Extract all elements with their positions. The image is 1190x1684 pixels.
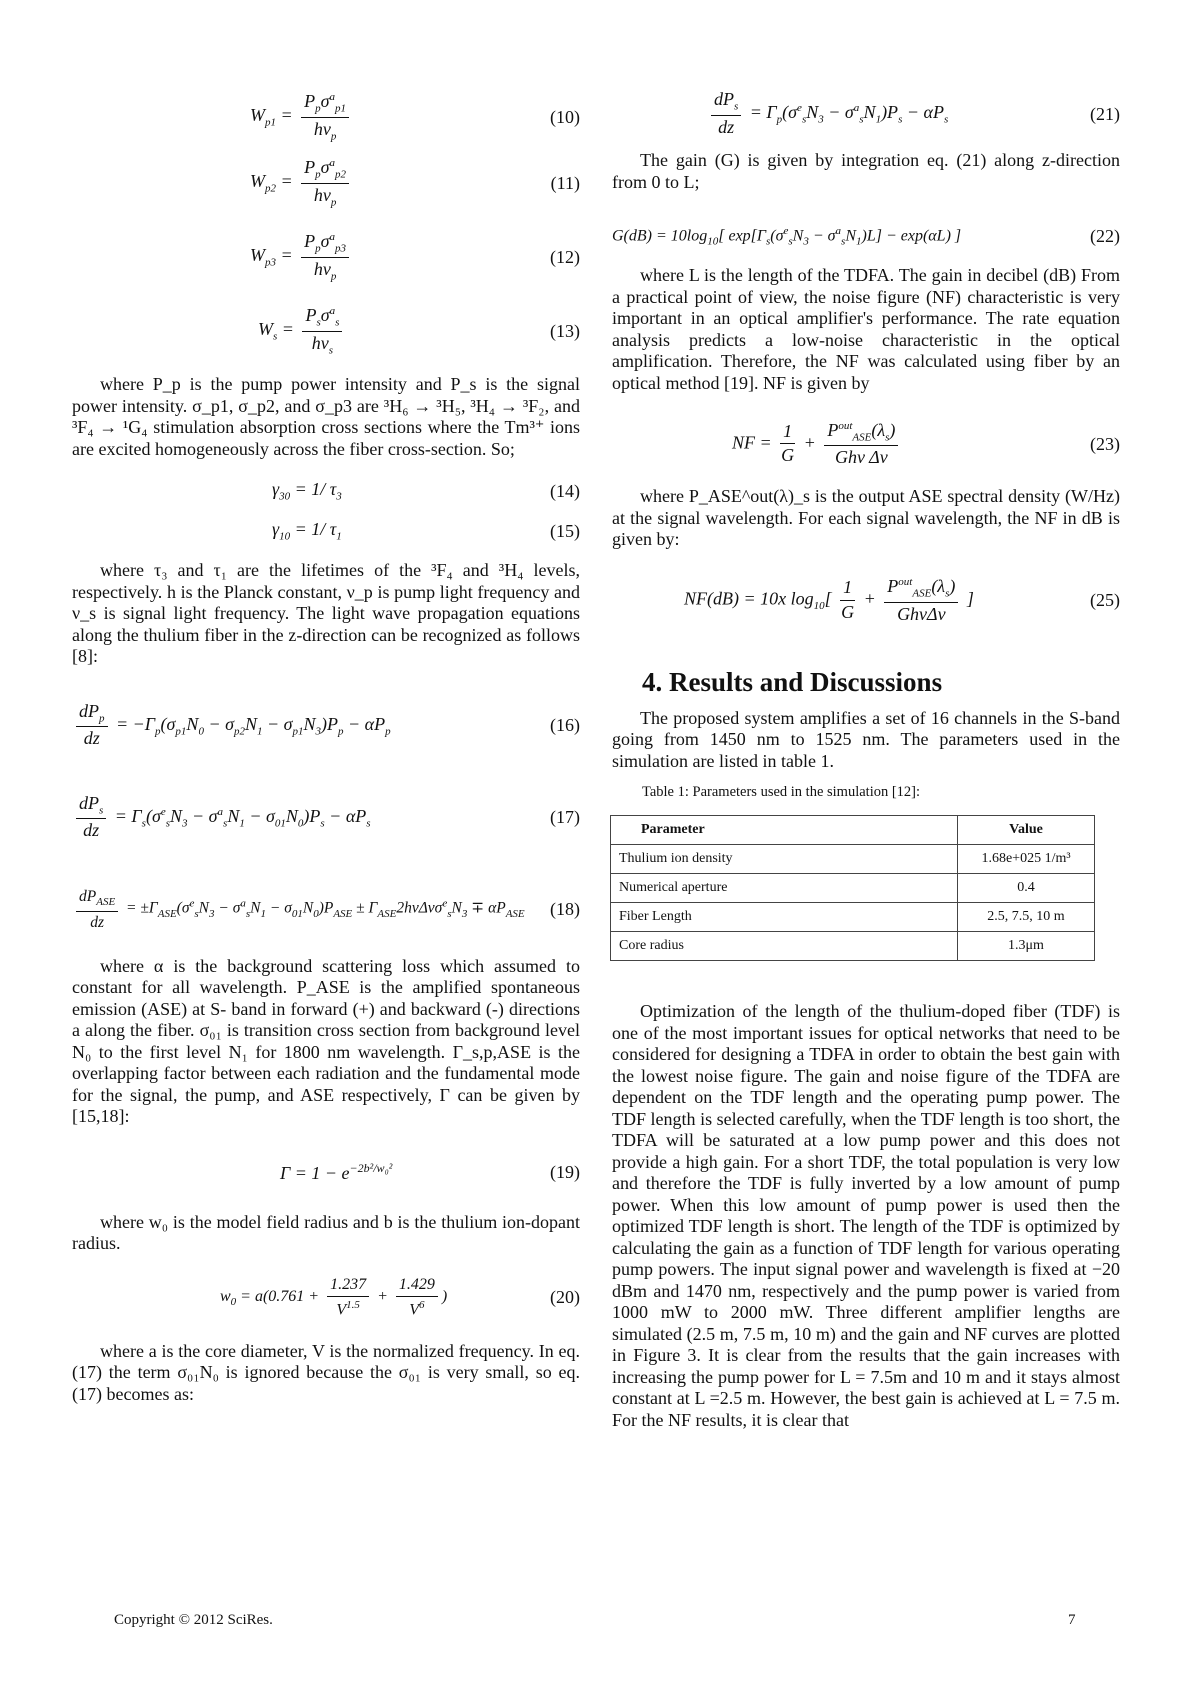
table-caption: Table 1: Parameters used in the simulation [12]: bbox=[642, 784, 921, 800]
paragraph: where a is the core diameter, V is the normalized frequency. In eq. (17) the term σ₀₁N₀ is ignored because the σ₀₁ is very small, so eq. (17) becomes as: bbox=[72, 1340, 580, 1404]
equation-10: $W_{p1}$ = $\frac{P_p\sigma^a_{p1}}{h\nu_p}$ (10) bbox=[250, 91, 580, 143]
table-row bbox=[611, 932, 1095, 961]
equation-number: (10) bbox=[550, 106, 580, 127]
section-heading: 4. Results and Discussions bbox=[642, 666, 943, 697]
equation-number: (22) bbox=[1090, 225, 1120, 246]
table-cell: 1.68e+025 1/m³ bbox=[958, 845, 1095, 874]
equation-15: $\gamma_{10} = 1/$ $\tau_1$ (15) bbox=[272, 519, 580, 543]
equation-number: (21) bbox=[1090, 103, 1120, 124]
equation-23: NF = $\frac{1}{G}$ + $\frac{P^{out}_{ASE}(\lambda_s)}{\text{Ghν Δν}}$ (23) bbox=[732, 419, 1120, 468]
equation-number: (16) bbox=[550, 715, 580, 735]
equation-11: $W_{p2}$ = $\frac{P_p\sigma^a_{p2}}{h\nu_p}$ (11) bbox=[250, 157, 580, 209]
page-number: 7 bbox=[1068, 1612, 1076, 1628]
equation-number: (25) bbox=[1090, 590, 1120, 610]
equation-17: $\frac{dP_s}{dz}$ = $\Gamma_s(\sigma^e_sN_3 - \sigma^a_sN_1 - \sigma_{01}N_0)P_s - \alpha P_s$ (17) bbox=[72, 792, 580, 844]
table-cell: Numerical aperture bbox=[611, 874, 958, 903]
table-header-cell: Value bbox=[958, 816, 1095, 845]
equation-number: (19) bbox=[550, 1162, 580, 1182]
table-cell: Thulium ion density bbox=[611, 845, 958, 874]
table-cell: 0.4 bbox=[958, 874, 1095, 903]
table-cell: 2.5, 7.5, 10 m bbox=[958, 903, 1095, 932]
equation-22: $G(dB) = 10\log_{10}$[ $\exp[\Gamma_s(\sigma^e_sN_3 - \sigma^a_sN_1)L] - \exp(\alpha L)$ ] (22) bbox=[612, 224, 1120, 248]
table-cell: Core radius bbox=[611, 932, 958, 961]
equation-number: (18) bbox=[550, 899, 580, 919]
equation-20: $w_0 = a(0.761$ + $\frac{1.237}{V^{1.5}}$ + $\frac{1.429}{V^6}$ ) (20) bbox=[220, 1276, 580, 1319]
paragraph: where P_p is the pump power intensity and P_s is the signal power intensity. σ_p1, σ_p2, and σ_p3 are ³H₆ → ³H₅, ³H₄ → ³F₂, and ³F₄ → ¹G₄ stimulation absorption cross sections where the Tm³⁺ ions are excited homogeneously across the fiber cross-section. So; bbox=[72, 374, 580, 459]
left-column bbox=[72, 80, 580, 1405]
parameters-table bbox=[610, 815, 1095, 961]
equation-13: $W_s$ = $\frac{P_s\sigma^a_s}{h\nu_s}$ (13) bbox=[258, 305, 580, 357]
equation-number: (23) bbox=[1090, 433, 1120, 454]
paragraph: where α is the background scattering loss which assumed to constant for all wavelength. P_ASE is the amplified spontaneous emission (ASE) at S- band in forward (+) and backward (-) directions a along the fiber. σ₀₁ is transition cross section from background level N₀ to the first level N₁ for 1800 nm wavelength. Γ_s,p,ASE is the overlapping factor between each radiation and the fundamental mode for the signal, the pump, and ASE respectively, Γ can be given by [15,18]: bbox=[72, 955, 580, 1126]
equation-12: $W_{p3}$ = $\frac{P_p\sigma^a_{p3}}{h\nu_p}$ (12) bbox=[250, 231, 580, 283]
paragraph: The proposed system amplifies a set of 16 channels in the S-band going from 1450 nm to 1525 nm. The parameters used in the simulation are listed in table 1. bbox=[612, 707, 1120, 771]
table-cell: Fiber Length bbox=[611, 903, 958, 932]
right-column bbox=[612, 80, 1120, 1431]
equation-number: (14) bbox=[550, 480, 580, 501]
table-header-row bbox=[611, 816, 1095, 845]
paragraph: where P_ASE^out(λ)_s is the output ASE spectral density (W/Hz) at the signal wavelength. For each signal wavelength, the NF in dB is given by: bbox=[612, 486, 1120, 549]
paragraph: where w₀ is the model field radius and b is the thulium ion-dopant radius. bbox=[72, 1211, 580, 1253]
equation-number: (17) bbox=[550, 807, 580, 827]
paragraph: where L is the length of the TDFA. The gain in decibel (dB) From a practical point of view, the noise figure (NF) characteristic is very important in an optical amplifier's performance. The rate equation analysis predicts a low-noise characteristic in the optical amplification. Therefore, the NF was calculated using fiber by an optical method [19]. NF is given by bbox=[612, 265, 1120, 393]
equation-21: $\frac{dP_s}{dz}$ = $\Gamma_p(\sigma^e_sN_3 - \sigma^a_sN_1)P_s - \alpha P_s$ (21) bbox=[612, 88, 1120, 140]
paragraph: Optimization of the length of the thulium-doped fiber (TDF) is one of the most important issues for optical networks that need to be considered for designing a TDFA in order to obtain the best gain with the lowest noise figure. The gain and noise figure of the TDFA are dependent on the TDF length and the operating pump power. The TDF length is selected carefully, when the TDF length is too short, the TDFA will be saturated at a low pump power and this does not provide a high gain. For a short TDF, the total population is very low and therefore the TDF is fully inverted by a low amount of pump power. When this low amount of pump power is used then the optimized TDF length is short. The length of the TDF is optimized by calculating the gain as a function of TDF length for various operating pump powers. The input signal power and wavelength is fixed at −20 dBm and 1470 nm, respectively and the pump power is varied from 1000 mW to 2000 mW. Three different amplifier lengths are simulated (2.5 m, 7.5 m, 10 m) and the gain and NF curves are plotted in Figure 3. It is clear from the results that the gain increases with increasing the pump power for L = 7.5m and 10 m and it stays almost constant at L =2.5 m. However, the best gain is achieved at L = 7.5 m. For the NF results, it is clear that bbox=[612, 1001, 1120, 1430]
equation-14: $\gamma_{30} = 1/$ $\tau_3$ (14) bbox=[272, 479, 580, 503]
equation-16: $\frac{dP_p}{dz}$ = $-\Gamma_p(\sigma_{p1}N_0 - \sigma_{p2}N_1 - \sigma_{p1}N_3)P_p - \alpha P_p$ (16) bbox=[72, 700, 580, 752]
equation-number: (11) bbox=[550, 172, 580, 193]
equation-number: (20) bbox=[550, 1287, 580, 1307]
equation-number: (12) bbox=[550, 246, 580, 267]
table-row bbox=[611, 874, 1095, 903]
copyright: Copyright © 2012 SciRes. bbox=[114, 1612, 273, 1628]
equation-number: (13) bbox=[550, 320, 580, 341]
equation-25: NF(dB) = 10x $\log_{10}$[ $\frac{1}{G}$ + $\frac{P^{out}_{ASE}(\lambda_s)}{\text{GhνΔν}}$ ] (25) bbox=[684, 576, 1120, 624]
table-cell: 1.3μm bbox=[958, 932, 1095, 961]
equation-18: $\frac{dP_{ASE}}{dz}$ = $\pm\Gamma_{ASE}(\sigma^e_sN_3 - \sigma^a_sN_1 - \sigma_{01}N_0)P_{ASE} \pm \Gamma_{ASE}2h\nu\Delta\nu\sigma^e_sN_3 \mp \alpha P_{ASE}$ (18) bbox=[72, 884, 580, 936]
table-row bbox=[611, 845, 1095, 874]
table-row bbox=[611, 903, 1095, 932]
paragraph: where τ₃ and τ₁ are the lifetimes of the ³F₄ and ³H₄ levels, respectively. h is the Planck constant, ν_p is pump light frequency and ν_s is signal light frequency. The light wave propagation equations along the thulium fiber in the z-direction can be recognized as follows [8]: bbox=[72, 560, 580, 666]
paragraph: The gain (G) is given by integration eq. (21) along z-direction from 0 to L; bbox=[612, 150, 1120, 192]
equation-19: $\Gamma = 1 - e^{-2b^2/w_0^2}$ (19) bbox=[280, 1161, 580, 1183]
equation-number: (15) bbox=[550, 520, 580, 541]
table-header-cell: Parameter bbox=[611, 816, 958, 845]
